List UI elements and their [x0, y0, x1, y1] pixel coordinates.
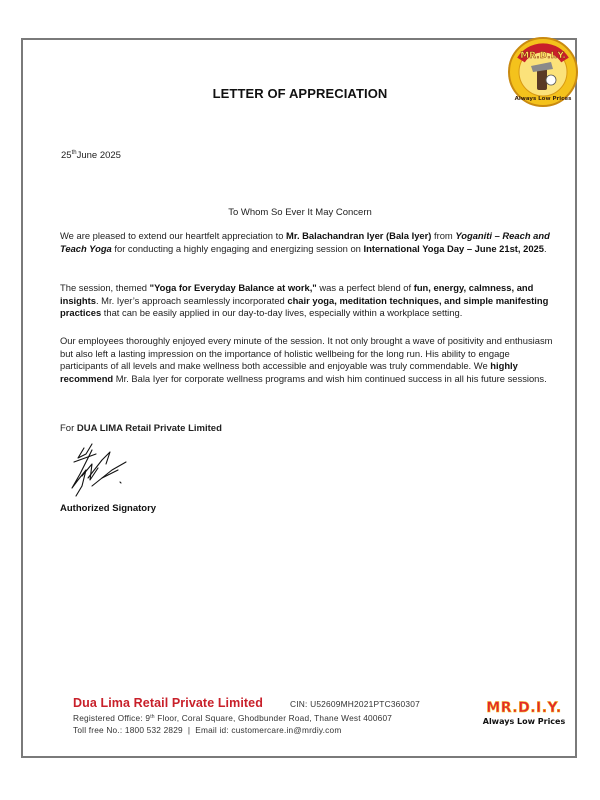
text: The session, themed: [60, 282, 150, 293]
salutation: To Whom So Ever It May Concern: [228, 207, 372, 218]
bottom-logo-brand: MR.D.I.Y.: [486, 700, 562, 716]
bottom-logo-tagline: Always Low Prices: [482, 717, 566, 726]
date-rest: June 2025: [76, 150, 121, 161]
text: For: [60, 423, 77, 434]
text: .: [543, 242, 547, 254]
date-suffix: th: [71, 150, 77, 156]
session-qualities: fun, energy, calmness, and insights: [60, 282, 534, 306]
recipient-name: Mr. Balachandran Iyer (Bala Iyer): [286, 230, 432, 241]
handwritten-signature: [62, 440, 132, 502]
text: that can be easily applied in our day-to-day lives, especially within a workplace setting.: [101, 307, 463, 319]
paragraph-introduction: [60, 230, 560, 255]
text: Mr. Bala Iyer for corporate wellness programs and wish him continued success in all his future sessions.: [113, 372, 547, 384]
footer-contact: Toll free No.: 1800 532 2829 | Email id: customercare.in@mrdiy.com: [73, 725, 342, 735]
text: . Mr. Iyer’s approach seamlessly incorporated: [95, 294, 288, 306]
footer-company-name: Dua Lima Retail Private Limited: [73, 696, 263, 710]
mrdiy-wordmark-logo: [476, 700, 572, 734]
event-name: International Yoga Day – June 21st, 2025: [363, 242, 544, 254]
session-theme: "Yoga for Everyday Balance at work,": [149, 282, 317, 293]
letter-date: [61, 150, 121, 161]
authorized-signatory-label: Authorized Signatory: [60, 503, 157, 514]
recommendation-emphasis: highly recommend: [60, 360, 518, 384]
company-name: DUA LIMA Retail Private Limited: [76, 423, 222, 434]
organization-name: Yoganiti – Reach and Teach Yoga: [60, 230, 550, 254]
footer-address: [73, 713, 392, 723]
text: We are pleased to extend our heartfelt appreciation to: [60, 230, 287, 241]
paragraph-session: [60, 282, 560, 320]
text: for conducting a highly engaging and energizing session on: [111, 242, 364, 254]
date-day: 25: [61, 150, 72, 161]
paragraph-recommendation: [60, 335, 560, 385]
top-logo-brand: MR.D.I.Y.: [520, 51, 566, 61]
text: Our employees thoroughly enjoyed every minute of the session. It not only brought a wave of positivity and enthusiasm but also left a lasting impression on the importance of holistic wellbeing for the long run. His ability to engage participants of all levels and make wellness both accessible and enjoyable was truly commendable. We: [60, 335, 553, 372]
closing-company: [60, 423, 222, 434]
text: from: [431, 230, 456, 241]
text: th: [150, 714, 155, 720]
session-practices: chair yoga, meditation techniques, and simple manifesting practices: [60, 294, 549, 319]
footer-cin: CIN: U52609MH2021PTC360307: [290, 699, 420, 709]
page-border: [21, 38, 577, 758]
page-title: LETTER OF APPRECIATION: [212, 86, 388, 101]
text: Registered Office: 9: [73, 713, 151, 723]
text: Floor, Coral Square, Ghodbunder Road, Thane West 400607: [154, 713, 393, 723]
top-logo-tagline: Always Low Prices: [514, 96, 572, 102]
text: was a perfect blend of: [316, 282, 414, 293]
